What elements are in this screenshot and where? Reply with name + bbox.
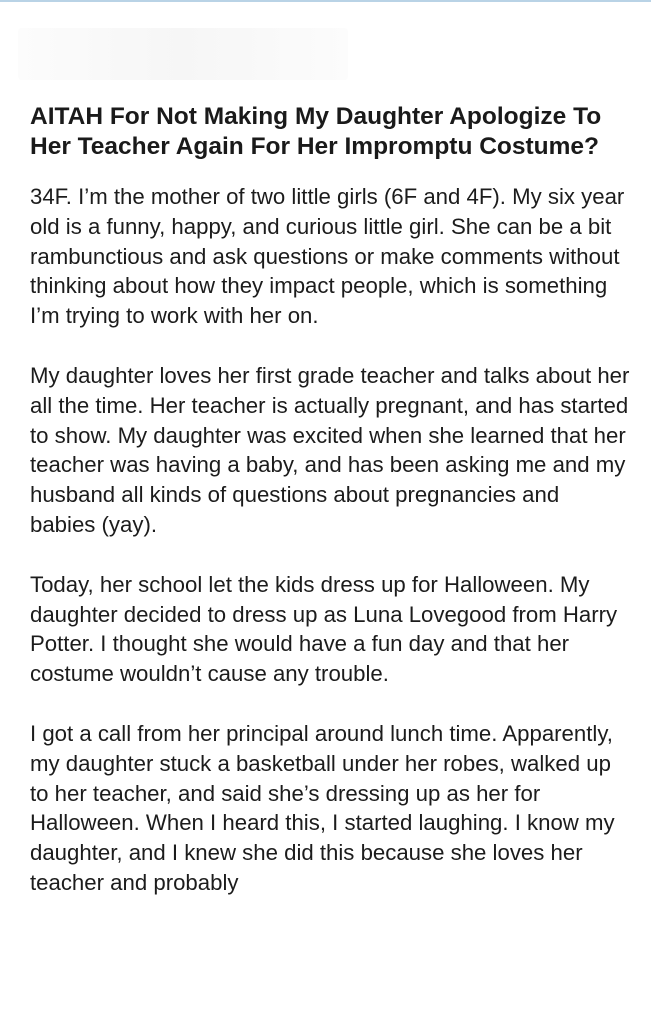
post-paragraph: My daughter loves her first grade teacher and talks about her all the time. Her teacher is actually pregnant, and has started to show. My daughter was excited when she learned that her teacher was having a baby, and has been asking me and my husband all kinds of questions about pregnancies and babies (yay).	[30, 362, 630, 537]
post-paragraph: I got a call from her principal around lunch time. Apparently, my daughter stuck a basketball under her robes, walked up to her teacher, and said she’s dressing up as her for Halloween. When I heard this, I started laughing. I know my daughter, and I knew she did this because she loves her teacher and probably	[30, 720, 615, 895]
post-paragraph: Today, her school let the kids dress up for Halloween. My daughter decided to dress up as Luna Lovegood from Harry Potter. I thought she would have a fun day and that her costume wouldn’t cause any trouble.	[30, 571, 618, 687]
post-paragraph: 34F. I’m the mother of two little girls (6F and 4F). My six year old is a funny, happy, and curious little girl. She can be a bit rambunctious and ask questions or make comments without thinking about how they impact people, which is something I’m trying to work with her on.	[30, 184, 625, 329]
post-title: AITAH For Not Making My Daughter Apologize To Her Teacher Again For Her Impromptu Costume?	[30, 103, 602, 160]
post	[30, 102, 630, 928]
post-body	[30, 182, 630, 898]
top-border-line	[0, 0, 651, 2]
faded-header-area	[18, 28, 348, 80]
